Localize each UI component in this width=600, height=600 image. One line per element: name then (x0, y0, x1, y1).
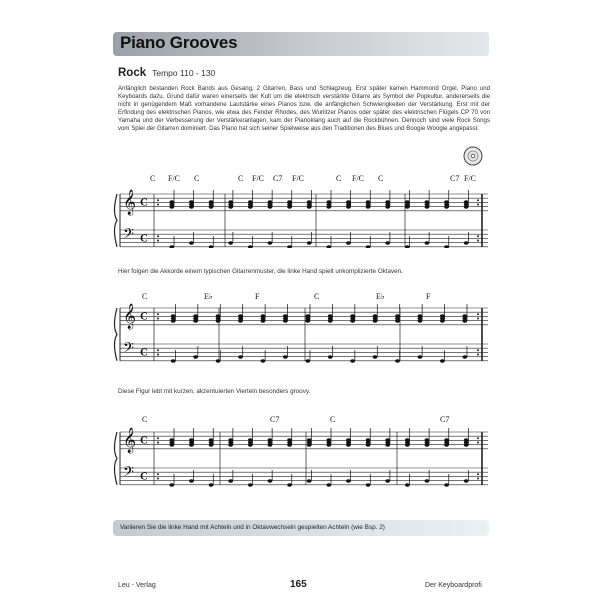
note-head (346, 205, 351, 208)
note-head (248, 205, 253, 208)
time-signature: C (140, 196, 148, 209)
brace (115, 308, 118, 361)
chord-symbol: C7 (270, 415, 280, 424)
note-head (366, 205, 371, 208)
note-head (169, 205, 174, 208)
note-head (385, 479, 390, 482)
note-head (425, 443, 430, 446)
repeat-dot (477, 437, 479, 439)
note-head (305, 319, 310, 322)
brace (115, 432, 118, 485)
note-head (189, 205, 194, 208)
note-head (189, 241, 194, 244)
note-head (464, 479, 469, 482)
chord-symbol: C7 (273, 174, 283, 183)
note-head (326, 245, 331, 248)
note-head (189, 443, 194, 446)
time-signature: C (140, 434, 148, 447)
section-heading (118, 67, 215, 79)
note-head (328, 319, 333, 322)
note-head (440, 319, 445, 322)
repeat-dot (157, 240, 159, 242)
chord-symbol: C7 (450, 174, 460, 183)
note-head (169, 245, 174, 248)
note-head (350, 359, 355, 362)
intro-paragraph: Anfänglich bestanden Rock Bands aus Gesang, 2 Gitarren, Bass und Schlagzeug. Erst später kamen Hammond Orgel, Piano und Keyboards dazu. Grund dafür waren einerseits der Kult um die elektrisch verstärkte Gitarre als Symbol der Popkultur, andererseits die nicht in genügendem Maß vorhandene Lautstärke eines Pianos bzw. die anfänglichen Schwierigkeiten der Verstärkung. Erst mit der Erfindung des elektrischen Pianos, wie etwa des Fender Rhodes, des Wurlitzer Pianos oder später des elektrischen Flügels CP 70 von Yamaha und der Verbesserung der Verstärkeranlagen, kam der Pianoklang auch auf die Rockbühnen. Dennoch sind viele Rock Songs vom Spiel der Gitarren dominiert. Das Piano hat sich seiner Spielweise aus den Traditionen des Blues und Boogie Woogie angepasst. (118, 85, 490, 132)
chord-symbol: E♭ (204, 292, 213, 301)
treble-clef-icon: 𝄞 (123, 303, 137, 328)
chord-symbol: C7 (440, 415, 450, 424)
chord-symbol: F/C (352, 174, 365, 183)
note-head (209, 245, 214, 248)
note-head (228, 241, 233, 244)
repeat-dot (477, 204, 479, 206)
note-head (228, 479, 233, 482)
note-head (405, 245, 410, 248)
repeat-dot (477, 235, 479, 237)
note-head (189, 479, 194, 482)
chord-symbol: C (142, 292, 148, 301)
footer-book-title: Der Keyboardprofi (425, 582, 482, 589)
note-head (366, 443, 371, 446)
chord-symbol: F/C (168, 174, 181, 183)
brace (115, 194, 118, 247)
repeat-dot (477, 349, 479, 351)
note-head (346, 241, 351, 244)
note-head (366, 245, 371, 248)
repeat-dot (157, 473, 159, 475)
repeat-dot (157, 349, 159, 351)
note-head (444, 483, 449, 486)
note-head (248, 245, 253, 248)
chord-symbol: C (194, 174, 200, 183)
note-head (395, 359, 400, 362)
note-head (462, 355, 467, 358)
note-head (385, 241, 390, 244)
note-head (350, 319, 355, 322)
repeat-dot (477, 240, 479, 242)
note-head (405, 205, 410, 208)
example-3-caption: Diese Figur lebt mit kurzen, akzentuierten Vierteln besonders groovy. (118, 388, 311, 395)
repeat-dot (157, 354, 159, 356)
note-head (287, 205, 292, 208)
note-head (418, 319, 423, 322)
bass-clef-icon: 𝄢 (123, 464, 134, 483)
note-head (425, 241, 430, 244)
note-head (248, 483, 253, 486)
music-system-1 (110, 168, 495, 248)
note-head (169, 443, 174, 446)
note-head (307, 241, 312, 244)
note-head (373, 355, 378, 358)
page-title: Piano Grooves (120, 33, 238, 52)
chord-symbol: C (238, 174, 244, 183)
chord-symbol: F/C (252, 174, 265, 183)
note-head (283, 319, 288, 322)
note-head (268, 479, 273, 482)
section-tempo: Tempo 110 - 130 (152, 68, 216, 78)
note-head (405, 443, 410, 446)
chord-symbol: C (314, 292, 320, 301)
repeat-dot (157, 204, 159, 206)
chord-symbol: F/C (464, 174, 477, 183)
note-head (385, 443, 390, 446)
note-head (261, 319, 266, 322)
note-head (248, 443, 253, 446)
time-signature: C (140, 232, 148, 245)
note-head (287, 483, 292, 486)
section-name: Rock (118, 67, 147, 79)
note-head (307, 479, 312, 482)
note-head (209, 205, 214, 208)
note-head (425, 205, 430, 208)
note-head (228, 205, 233, 208)
repeat-dot (477, 354, 479, 356)
chord-symbol: E♭ (376, 292, 385, 301)
note-head (405, 483, 410, 486)
music-system-2 (110, 288, 495, 372)
footer-publisher: Leu - Verlag (118, 582, 156, 589)
note-head (171, 319, 176, 322)
note-head (464, 241, 469, 244)
chord-symbol: C (150, 174, 156, 183)
repeat-dot (477, 318, 479, 320)
cd-icon (463, 146, 483, 166)
note-head (268, 443, 273, 446)
repeat-dot (157, 313, 159, 315)
note-head (326, 205, 331, 208)
note-head (228, 443, 233, 446)
note-head (326, 483, 331, 486)
note-head (444, 205, 449, 208)
note-head (169, 483, 174, 486)
note-head (193, 319, 198, 322)
example-2-caption: Hier folgen die Akkorde einem typischen Gitarrenmuster, die linke Hand spielt unkomplizierte Oktaven. (118, 268, 403, 275)
tip-text: Variieren Sie die linke Hand mit Achteln und in Oktavwechseln gespielten Achteln (wie Bsp. 2) (120, 524, 385, 531)
chord-symbol: C (378, 174, 384, 183)
note-head (462, 319, 467, 322)
note-head (425, 479, 430, 482)
note-head (307, 205, 312, 208)
repeat-dot (157, 199, 159, 201)
repeat-dot (157, 235, 159, 237)
note-head (366, 483, 371, 486)
note-head (287, 245, 292, 248)
chord-symbol: F/C (292, 174, 305, 183)
treble-clef-icon: 𝄞 (123, 189, 137, 214)
note-head (326, 443, 331, 446)
note-head (283, 355, 288, 358)
note-head (261, 359, 266, 362)
repeat-dot (477, 199, 479, 201)
repeat-dot (477, 473, 479, 475)
repeat-dot (157, 437, 159, 439)
note-head (346, 479, 351, 482)
repeat-dot (477, 313, 479, 315)
note-head (287, 443, 292, 446)
note-head (307, 443, 312, 446)
note-head (464, 443, 469, 446)
repeat-dot (157, 442, 159, 444)
note-head (385, 205, 390, 208)
note-head (464, 205, 469, 208)
note-head (440, 359, 445, 362)
bass-clef-icon: 𝄢 (123, 340, 134, 359)
time-signature: C (140, 310, 148, 323)
note-head (444, 443, 449, 446)
note-head (216, 359, 221, 362)
note-head (238, 319, 243, 322)
music-system-3 (110, 410, 495, 494)
note-head (444, 245, 449, 248)
note-head (209, 443, 214, 446)
bass-clef-icon: 𝄢 (123, 226, 134, 245)
note-head (268, 241, 273, 244)
note-head (209, 483, 214, 486)
note-head (193, 355, 198, 358)
chord-symbol: F (426, 292, 431, 301)
repeat-dot (477, 442, 479, 444)
note-head (328, 355, 333, 358)
note-head (373, 319, 378, 322)
note-head (216, 319, 221, 322)
repeat-dot (477, 478, 479, 480)
chord-symbol: C (330, 415, 336, 424)
note-head (418, 355, 423, 358)
page-number: 165 (290, 579, 307, 590)
chord-symbol: C (142, 415, 148, 424)
note-head (268, 205, 273, 208)
note-head (395, 319, 400, 322)
repeat-dot (157, 318, 159, 320)
repeat-dot (157, 478, 159, 480)
chord-symbol: F (255, 292, 260, 301)
note-head (346, 443, 351, 446)
time-signature: C (140, 470, 148, 483)
treble-clef-icon: 𝄞 (123, 427, 137, 452)
note-head (171, 359, 176, 362)
chord-symbol: C (336, 174, 342, 183)
note-head (238, 355, 243, 358)
note-head (305, 359, 310, 362)
time-signature: C (140, 346, 148, 359)
